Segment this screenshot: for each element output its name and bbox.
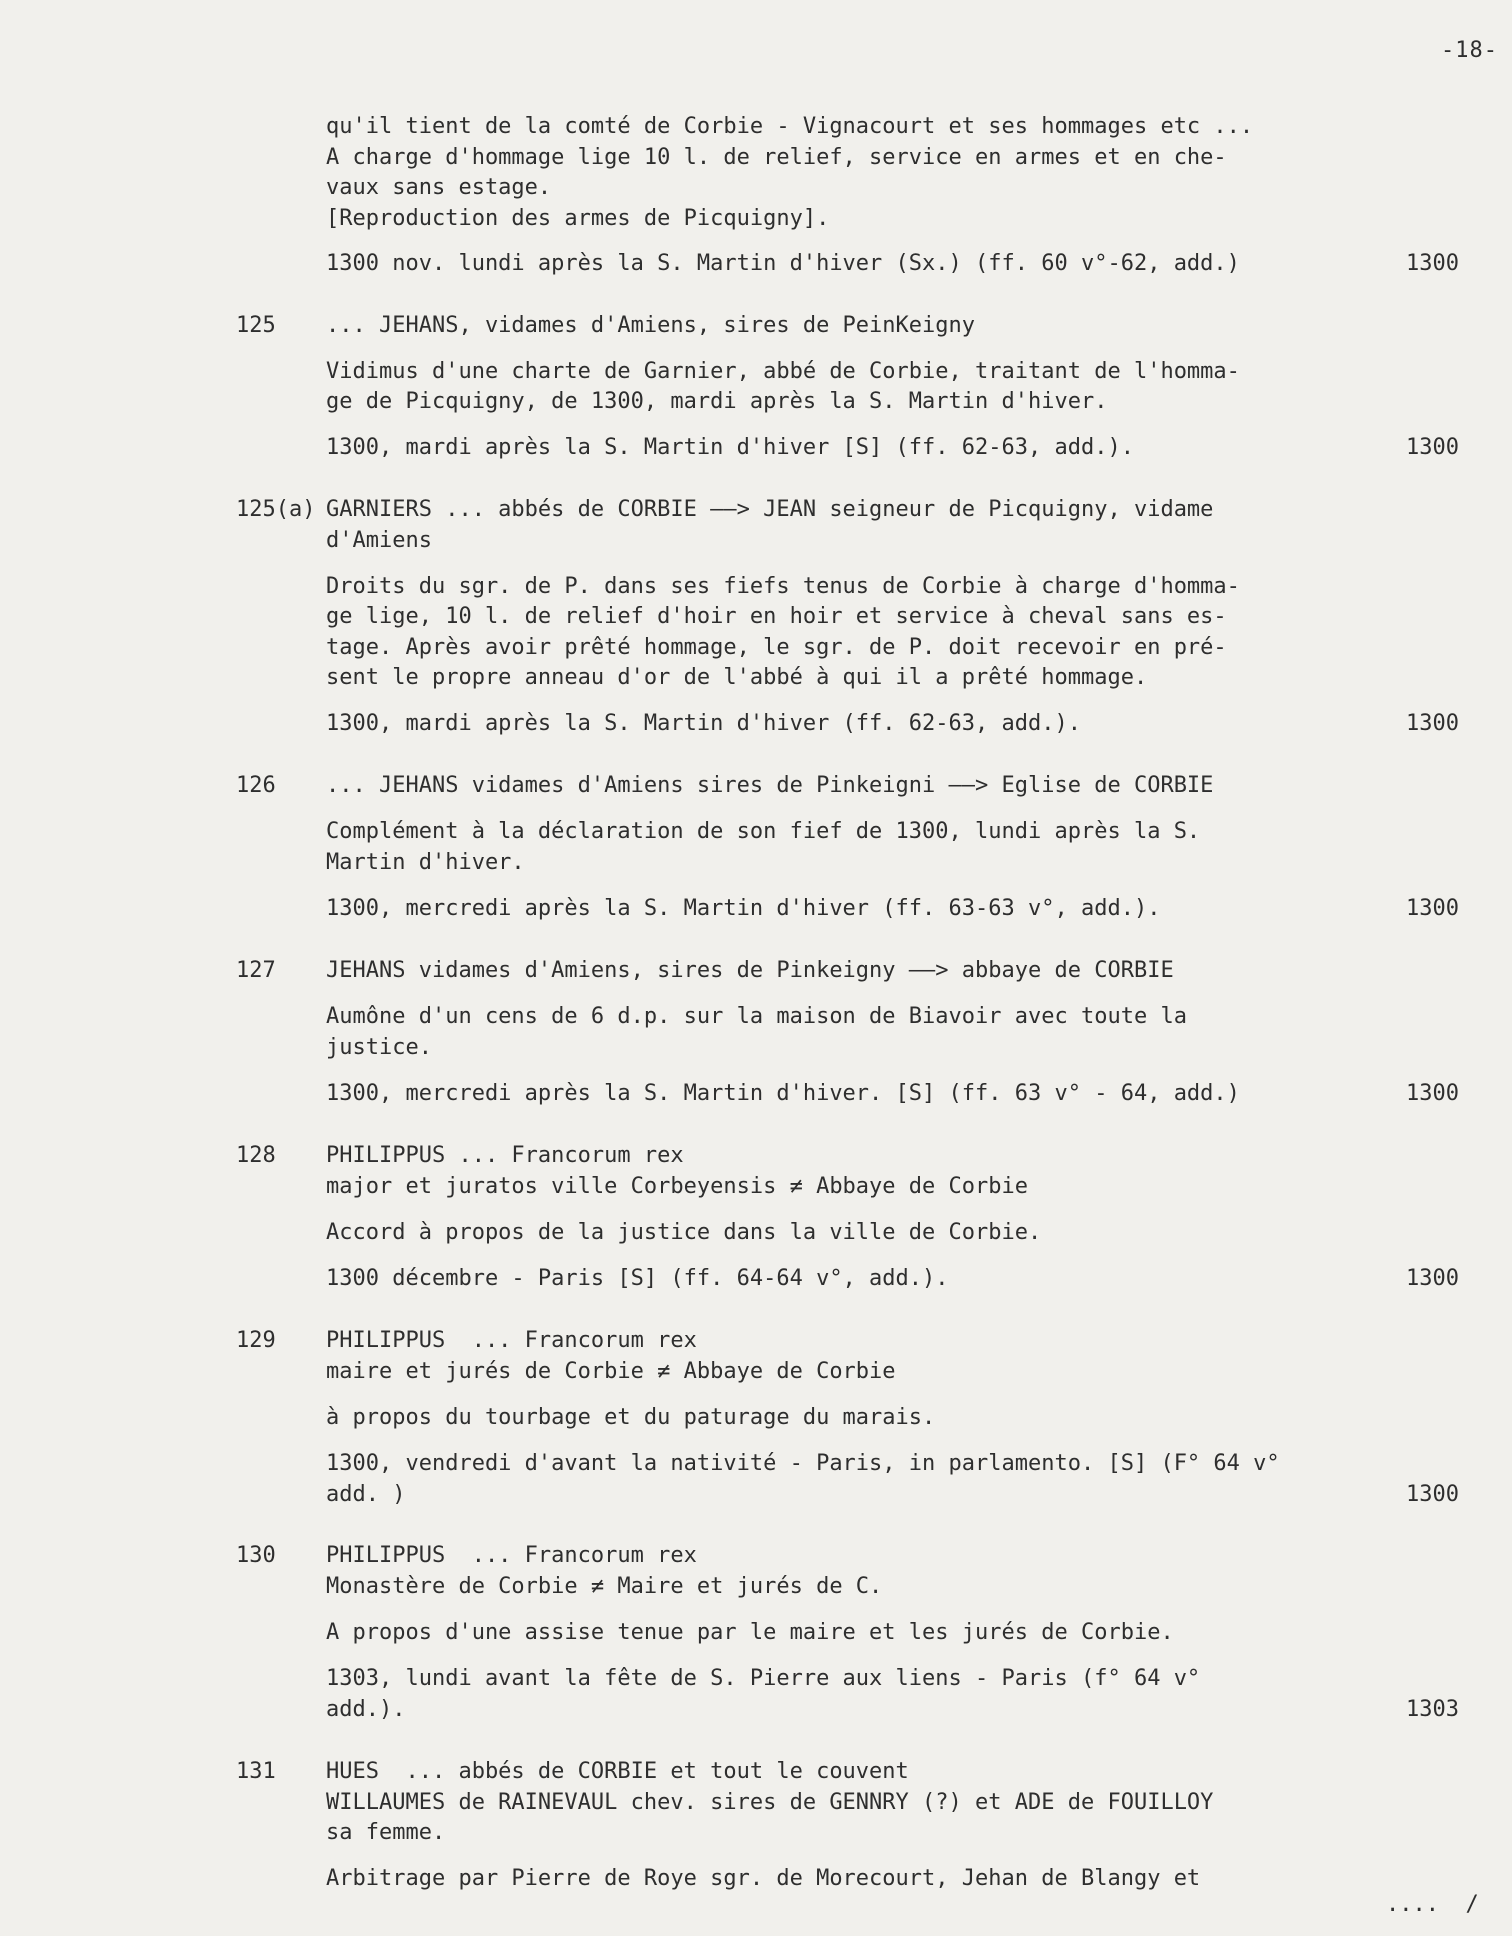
text-line: major et juratos ville Corbeyensis ≠ Abbaye de Corbie	[326, 1174, 1028, 1199]
text-line: Arbitrage par Pierre de Roye sgr. de Morecourt, Jehan de Blangy et	[326, 1866, 1201, 1891]
page-number: -18-	[1441, 38, 1498, 63]
entry-year: 1300	[1406, 1081, 1459, 1106]
text-line: PHILIPPUS ... Francorum rex	[326, 1543, 697, 1568]
text-line: 1300 nov. lundi après la S. Martin d'hiver (Sx.) (ff. 60 v°-62, add.)	[326, 251, 1240, 276]
text-line: PHILIPPUS ... Francorum rex	[326, 1328, 697, 1353]
text-line: ... JEHANS, vidames d'Amiens, sires de PeinKeigny	[326, 313, 976, 338]
text-line: add. )	[326, 1482, 406, 1507]
text-line: sa femme.	[326, 1820, 446, 1845]
text-line: A propos d'une assise tenue par le maire et les jurés de Corbie.	[326, 1620, 1174, 1645]
text-line: [Reproduction des armes de Picquigny].	[326, 206, 830, 231]
text-line: vaux sans estage.	[326, 175, 552, 200]
continuation-mark: .... /	[1386, 1892, 1479, 1917]
text-line: d'Amiens	[326, 528, 432, 553]
text-line: 1300, vendredi d'avant la nativité - Paris, in parlamento. [S] (F° 64 v°	[326, 1451, 1280, 1476]
text-line: GARNIERS ... abbés de CORBIE ——> JEAN seigneur de Picquigny, vidame	[326, 497, 1214, 522]
entry-number: 126	[236, 773, 276, 798]
text-line: à propos du tourbage et du paturage du marais.	[326, 1405, 936, 1430]
text-line: ge lige, 10 l. de relief d'hoir en hoir et service à cheval sans es-	[326, 604, 1227, 629]
text-line: ge de Picquigny, de 1300, mardi après la S. Martin d'hiver.	[326, 389, 1108, 414]
entry-year: 1300	[1406, 711, 1459, 736]
entry-number: 129	[236, 1328, 276, 1353]
entry-year: 1300	[1406, 896, 1459, 921]
entry-year: 1300	[1406, 251, 1459, 276]
text-line: Vidimus d'une charte de Garnier, abbé de Corbie, traitant de l'homma-	[326, 359, 1240, 384]
text-line: HUES ... abbés de CORBIE et tout le couvent	[326, 1759, 909, 1784]
entry-number: 125(a)	[236, 497, 316, 522]
entry-year: 1300	[1406, 1482, 1459, 1507]
text-line: Accord à propos de la justice dans la ville de Corbie.	[326, 1220, 1042, 1245]
text-line: 1300 décembre - Paris [S] (ff. 64-64 v°, add.).	[326, 1266, 949, 1291]
entry-year: 1300	[1406, 1266, 1459, 1291]
text-line: maire et jurés de Corbie ≠ Abbaye de Corbie	[326, 1359, 896, 1384]
text-line: qu'il tient de la comté de Corbie - Vignacourt et ses hommages etc ...	[326, 114, 1254, 139]
text-line: JEHANS vidames d'Amiens, sires de Pinkeigny ——> abbaye de CORBIE	[326, 958, 1174, 983]
text-line: PHILIPPUS ... Francorum rex	[326, 1143, 684, 1168]
text-line: Martin d'hiver.	[326, 850, 525, 875]
text-line: 1300, mercredi après la S. Martin d'hiver (ff. 63-63 v°, add.).	[326, 896, 1161, 921]
text-line: 1300, mardi après la S. Martin d'hiver [S] (ff. 62-63, add.).	[326, 435, 1134, 460]
entry-number: 128	[236, 1143, 276, 1168]
text-line: 1303, lundi avant la fête de S. Pierre aux liens - Paris (f° 64 v°	[326, 1666, 1201, 1691]
entry-year: 1300	[1406, 435, 1459, 460]
text-line: add.).	[326, 1697, 406, 1722]
entry-number: 127	[236, 958, 276, 983]
entry-year: 1303	[1406, 1697, 1459, 1722]
text-line: Aumône d'un cens de 6 d.p. sur la maison de Biavoir avec toute la	[326, 1004, 1187, 1029]
text-line: WILLAUMES de RAINEVAUL chev. sires de GENNRY (?) et ADE de FOUILLOY	[326, 1790, 1214, 1815]
entry-number: 130	[236, 1543, 276, 1568]
text-line: A charge d'hommage lige 10 l. de relief, service en armes et en che-	[326, 145, 1227, 170]
text-line: 1300, mardi après la S. Martin d'hiver (ff. 62-63, add.).	[326, 711, 1081, 736]
text-line: tage. Après avoir prêté hommage, le sgr. de P. doit recevoir en pré-	[326, 635, 1227, 660]
text-line: Complément à la déclaration de son fief de 1300, lundi après la S.	[326, 819, 1201, 844]
text-line: 1300, mercredi après la S. Martin d'hiver. [S] (ff. 63 v° - 64, add.)	[326, 1081, 1240, 1106]
entry-number: 125	[236, 313, 276, 338]
text-line: ... JEHANS vidames d'Amiens sires de Pinkeigni ——> Eglise de CORBIE	[326, 773, 1214, 798]
text-line: Monastère de Corbie ≠ Maire et jurés de C.	[326, 1574, 883, 1599]
text-line: Droits du sgr. de P. dans ses fiefs tenus de Corbie à charge d'homma-	[326, 574, 1240, 599]
text-line: justice.	[326, 1035, 432, 1060]
entry-number: 131	[236, 1759, 276, 1784]
text-line: sent le propre anneau d'or de l'abbé à qui il a prêté hommage.	[326, 665, 1148, 690]
